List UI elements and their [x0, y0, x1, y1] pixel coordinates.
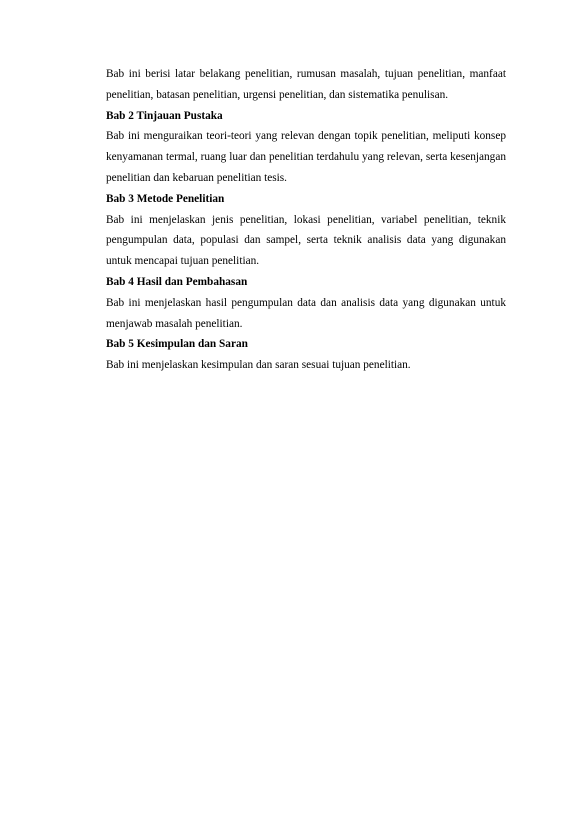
section-heading-bab-5: Bab 5 Kesimpulan dan Saran — [106, 338, 248, 351]
section-text-bab-5: Bab ini menjelaskan kesimpulan dan saran sesuai tujuan penelitian. — [106, 359, 411, 372]
section-heading-bab-3: Bab 3 Metode Penelitian — [106, 192, 225, 205]
section-text-bab-2: Bab ini menguraikan teori-teori yang relevan dengan topik penelitian, meliputi konsep kenyamanan termal, ruang luar dan penelitian terdahulu yang relevan, serta kesenjangan penelitian dan kebaruan penelitian tesis. — [106, 130, 506, 184]
section-text-bab-3: Bab ini menjelaskan jenis penelitian, lokasi penelitian, variabel penelitian, teknik pengumpulan data, populasi dan sampel, serta teknik analisis data yang digunakan untuk mencapai tujuan penelitian. — [106, 213, 506, 268]
section-heading-bab-4: Bab 4 Hasil dan Pembahasan — [106, 275, 248, 288]
section-text-bab-4: Bab ini menjelaskan hasil pengumpulan data dan analisis data yang digunakan untuk menjawab masalah penelitian. — [106, 296, 506, 330]
intro-paragraph: Bab ini berisi latar belakang penelitian, rumusan masalah, tujuan penelitian, manfaat penelitian, batasan penelitian, urgensi penelitian, dan sistematika penulisan. — [106, 68, 506, 101]
section-heading-bab-2: Bab 2 Tinjauan Pustaka — [106, 109, 223, 122]
document-body — [106, 64, 506, 376]
